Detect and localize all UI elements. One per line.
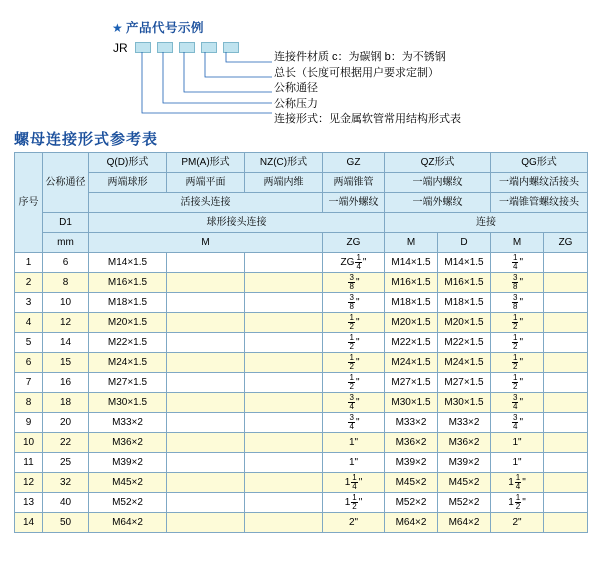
th-qd: Q(D)形式 [89,153,167,173]
cell-qd-m: M39×2 [89,453,167,473]
cell-qg-m: $\frac{3}{8}$ " [491,293,544,313]
cell-qz-m: M27×1.5 [385,373,438,393]
cell-qz-m: M52×2 [385,493,438,513]
table-row [15,273,588,293]
cell-qg-zg [544,493,588,513]
cell-gz-zg: $\frac{3}{4}$ " [323,393,385,413]
cell-qz-d: M30×1.5 [438,393,491,413]
cell-qz-d: M18×1.5 [438,293,491,313]
cell-nz-m [245,313,323,333]
table-header-row-5 [15,233,588,253]
cell-nominal-diameter: 40 [43,493,89,513]
th-seq-label: 序号 [18,196,39,208]
cell-nominal-diameter: 50 [43,513,89,533]
cell-nominal-diameter: 12 [43,313,89,333]
th-seq [15,153,43,253]
th-thread-zg: ZG [323,233,385,253]
cell-seq: 8 [15,393,43,413]
cell-nz-m [245,473,323,493]
cell-nz-m [245,373,323,393]
cell-nominal-diameter: 32 [43,473,89,493]
legend-item-nominal-pressure: 公称压力 [274,97,318,110]
th-nominal-diameter: 公称通径 [43,153,89,213]
cell-qz-d: M64×2 [438,513,491,533]
cell-nz-m [245,433,323,453]
cell-seq: 11 [15,453,43,473]
cell-pm-m [167,413,245,433]
cell-seq: 13 [15,493,43,513]
cell-qz-m: M64×2 [385,513,438,533]
cell-gz-zg: ZG $\frac{1}{4}$ " [323,253,385,273]
cell-qd-m: M16×1.5 [89,273,167,293]
th-pm-sub: 两端平面 [167,173,245,193]
table-row [15,453,588,473]
table-row [15,353,588,373]
legend-item-nominal-diameter: 公称通径 [274,82,318,94]
product-code-example [0,0,600,125]
cell-gz-zg: $\frac{3}{8}$ " [323,293,385,313]
code-box [157,42,173,53]
table-header-row-1 [15,153,588,173]
cell-qz-d: M45×2 [438,473,491,493]
cell-nz-m [245,493,323,513]
cell-qd-m: M22×1.5 [89,333,167,353]
cell-seq: 9 [15,413,43,433]
cell-qz-d: M20×1.5 [438,313,491,333]
cell-qd-m: M24×1.5 [89,353,167,373]
cell-gz-zg: $\frac{1}{2}$ " [323,373,385,393]
table-row [15,333,588,353]
cell-pm-m [167,433,245,453]
cell-nz-m [245,393,323,413]
cell-qg-m: 1" [491,453,544,473]
table-row [15,493,588,513]
th-gz-connection: 一端外螺纹 [323,193,385,213]
cell-qz-d: M27×1.5 [438,373,491,393]
cell-qg-m: 1" [491,433,544,453]
star-icon: ★ [112,21,123,35]
cell-pm-m [167,453,245,473]
cell-pm-m [167,253,245,273]
th-qz-sub: 一端内螺纹 [385,173,491,193]
cell-qz-d: M33×2 [438,413,491,433]
cell-seq: 3 [15,293,43,313]
cell-nominal-diameter: 15 [43,353,89,373]
legend-item-connection-type: 连接形式：见金属软管常用结构形式表 [274,113,461,125]
th-qz-d: D [438,233,491,253]
th-gz: GZ [323,153,385,173]
cell-pm-m [167,333,245,353]
cell-pm-m [167,293,245,313]
th-qz-m: M [385,233,438,253]
cell-pm-m [167,513,245,533]
cell-gz-zg: $\frac{1}{2}$ " [323,353,385,373]
cell-qg-m: $\frac{3}{4}$ " [491,393,544,413]
cell-qg-zg [544,373,588,393]
cell-nz-m [245,273,323,293]
cell-gz-zg: $\frac{1}{2}$ " [323,313,385,333]
cell-qg-zg [544,333,588,353]
cell-qg-zg [544,393,588,413]
cell-nz-m [245,293,323,313]
cell-seq: 14 [15,513,43,533]
th-connection: 连接 [385,213,588,233]
th-qd-sub: 两端球形 [89,173,167,193]
cell-nz-m [245,413,323,433]
table-header-row-2 [15,173,588,193]
cell-seq: 2 [15,273,43,293]
cell-seq: 1 [15,253,43,273]
th-unit-mm: mm [43,233,89,253]
cell-nominal-diameter: 16 [43,373,89,393]
cell-qd-m: M20×1.5 [89,313,167,333]
table-row [15,253,588,273]
cell-pm-m [167,313,245,333]
cell-qg-m: 1 $\frac{1}{2}$ " [491,493,544,513]
legend-item-length: 总长（长度可根据用户要求定制） [274,66,439,79]
cell-nz-m [245,333,323,353]
cell-qg-zg [544,413,588,433]
th-qg: QG形式 [491,153,588,173]
cell-qz-m: M24×1.5 [385,353,438,373]
cell-qd-m: M30×1.5 [89,393,167,413]
cell-qg-zg [544,293,588,313]
cell-nominal-diameter: 10 [43,293,89,313]
code-box [201,42,217,53]
nut-connection-table [14,152,588,533]
cell-qz-d: M39×2 [438,453,491,473]
cell-pm-m [167,493,245,513]
cell-gz-zg: 2" [323,513,385,533]
cell-qz-m: M30×1.5 [385,393,438,413]
cell-gz-zg: $\frac{3}{8}$ " [323,273,385,293]
cell-qg-m: $\frac{3}{4}$ " [491,413,544,433]
cell-pm-m [167,373,245,393]
table-row [15,373,588,393]
cell-seq: 12 [15,473,43,493]
cell-nominal-diameter: 20 [43,413,89,433]
cell-qd-m: M14×1.5 [89,253,167,273]
table-header-row-4 [15,213,588,233]
cell-qg-zg [544,433,588,453]
cell-seq: 4 [15,313,43,333]
table-header [15,153,588,253]
cell-gz-zg: $\frac{3}{4}$ " [323,413,385,433]
table-header-row-3 [15,193,588,213]
cell-qz-m: M18×1.5 [385,293,438,313]
cell-qg-m: $\frac{1}{4}$ " [491,253,544,273]
table-row [15,293,588,313]
code-boxes [135,42,239,53]
code-example-title: 产品代号示例 [126,21,205,35]
cell-qg-zg [544,473,588,493]
cell-qg-m: $\frac{1}{2}$ " [491,373,544,393]
cell-qd-m: M45×2 [89,473,167,493]
cell-gz-zg: 1" [323,433,385,453]
cell-gz-zg: 1 $\frac{1}{2}$ " [323,493,385,513]
cell-pm-m [167,353,245,373]
cell-qg-m: 2" [491,513,544,533]
th-qz-external-thread: 一端外螺纹 [385,193,491,213]
th-qg-zg: ZG [544,233,588,253]
cell-qd-m: M36×2 [89,433,167,453]
cell-qd-m: M52×2 [89,493,167,513]
cell-qz-m: M16×1.5 [385,273,438,293]
table-row [15,473,588,493]
cell-seq: 10 [15,433,43,453]
cell-qz-m: M14×1.5 [385,253,438,273]
cell-nz-m [245,513,323,533]
cell-qd-m: M33×2 [89,413,167,433]
cell-pm-m [167,393,245,413]
cell-qz-d: M14×1.5 [438,253,491,273]
cell-gz-zg: 1 $\frac{1}{4}$ " [323,473,385,493]
cell-qg-m: $\frac{1}{2}$ " [491,313,544,333]
th-qg-taper-thread: 一端锥管螺纹接头 [491,193,588,213]
cell-qg-zg [544,513,588,533]
cell-seq: 5 [15,333,43,353]
cell-qz-m: M22×1.5 [385,333,438,353]
table-row [15,433,588,453]
th-union-connection: 活接头连接 [89,193,323,213]
cell-seq: 6 [15,353,43,373]
cell-qd-m: M18×1.5 [89,293,167,313]
cell-qz-d: M52×2 [438,493,491,513]
cell-nominal-diameter: 22 [43,433,89,453]
cell-qd-m: M27×1.5 [89,373,167,393]
code-legend [274,50,461,128]
page-title: 螺母连接形式参考表 [14,131,159,148]
cell-qg-m: $\frac{3}{8}$ " [491,273,544,293]
cell-gz-zg: 1" [323,453,385,473]
table-row [15,513,588,533]
cell-qg-m: 1 $\frac{1}{4}$ " [491,473,544,493]
cell-qg-zg [544,353,588,373]
table-row [15,413,588,433]
cell-seq: 7 [15,373,43,393]
th-pm: PM(A)形式 [167,153,245,173]
cell-qg-zg [544,253,588,273]
cell-qz-d: M22×1.5 [438,333,491,353]
cell-qg-zg [544,453,588,473]
th-d1: D1 [43,213,89,233]
code-box [223,42,239,53]
code-box [179,42,195,53]
table-row [15,393,588,413]
th-nz-sub: 两端内维 [245,173,323,193]
th-gz-sub: 两端锥管 [323,173,385,193]
table-row [15,313,588,333]
cell-qz-d: M36×2 [438,433,491,453]
cell-gz-zg: $\frac{1}{2}$ " [323,333,385,353]
code-prefix: JR [113,41,128,55]
cell-qz-d: M24×1.5 [438,353,491,373]
code-box [135,42,151,53]
th-ball-joint-connection: 球形接头连接 [89,213,385,233]
cell-qz-m: M39×2 [385,453,438,473]
cell-nominal-diameter: 18 [43,393,89,413]
nut-connection-table-wrap [14,152,587,533]
cell-nominal-diameter: 14 [43,333,89,353]
legend-item-material: 连接件材质 c：为碳钢 b：为不锈钢 [274,51,446,63]
cell-qg-zg [544,273,588,293]
cell-nz-m [245,253,323,273]
cell-nominal-diameter: 8 [43,273,89,293]
th-nz: NZ(C)形式 [245,153,323,173]
table-body [15,253,588,533]
cell-pm-m [167,273,245,293]
cell-qg-zg [544,313,588,333]
cell-nz-m [245,453,323,473]
cell-nz-m [245,353,323,373]
cell-qg-m: $\frac{1}{2}$ " [491,353,544,373]
cell-qz-m: M36×2 [385,433,438,453]
th-qg-m: M [491,233,544,253]
cell-qd-m: M64×2 [89,513,167,533]
cell-nominal-diameter: 6 [43,253,89,273]
cell-qg-m: $\frac{1}{2}$ " [491,333,544,353]
th-qg-sub: 一端内螺纹活接头 [491,173,588,193]
th-qz: QZ形式 [385,153,491,173]
th-thread-m: M [89,233,323,253]
cell-nominal-diameter: 25 [43,453,89,473]
cell-qz-m: M33×2 [385,413,438,433]
cell-qz-m: M45×2 [385,473,438,493]
cell-pm-m [167,473,245,493]
cell-qz-d: M16×1.5 [438,273,491,293]
cell-qz-m: M20×1.5 [385,313,438,333]
